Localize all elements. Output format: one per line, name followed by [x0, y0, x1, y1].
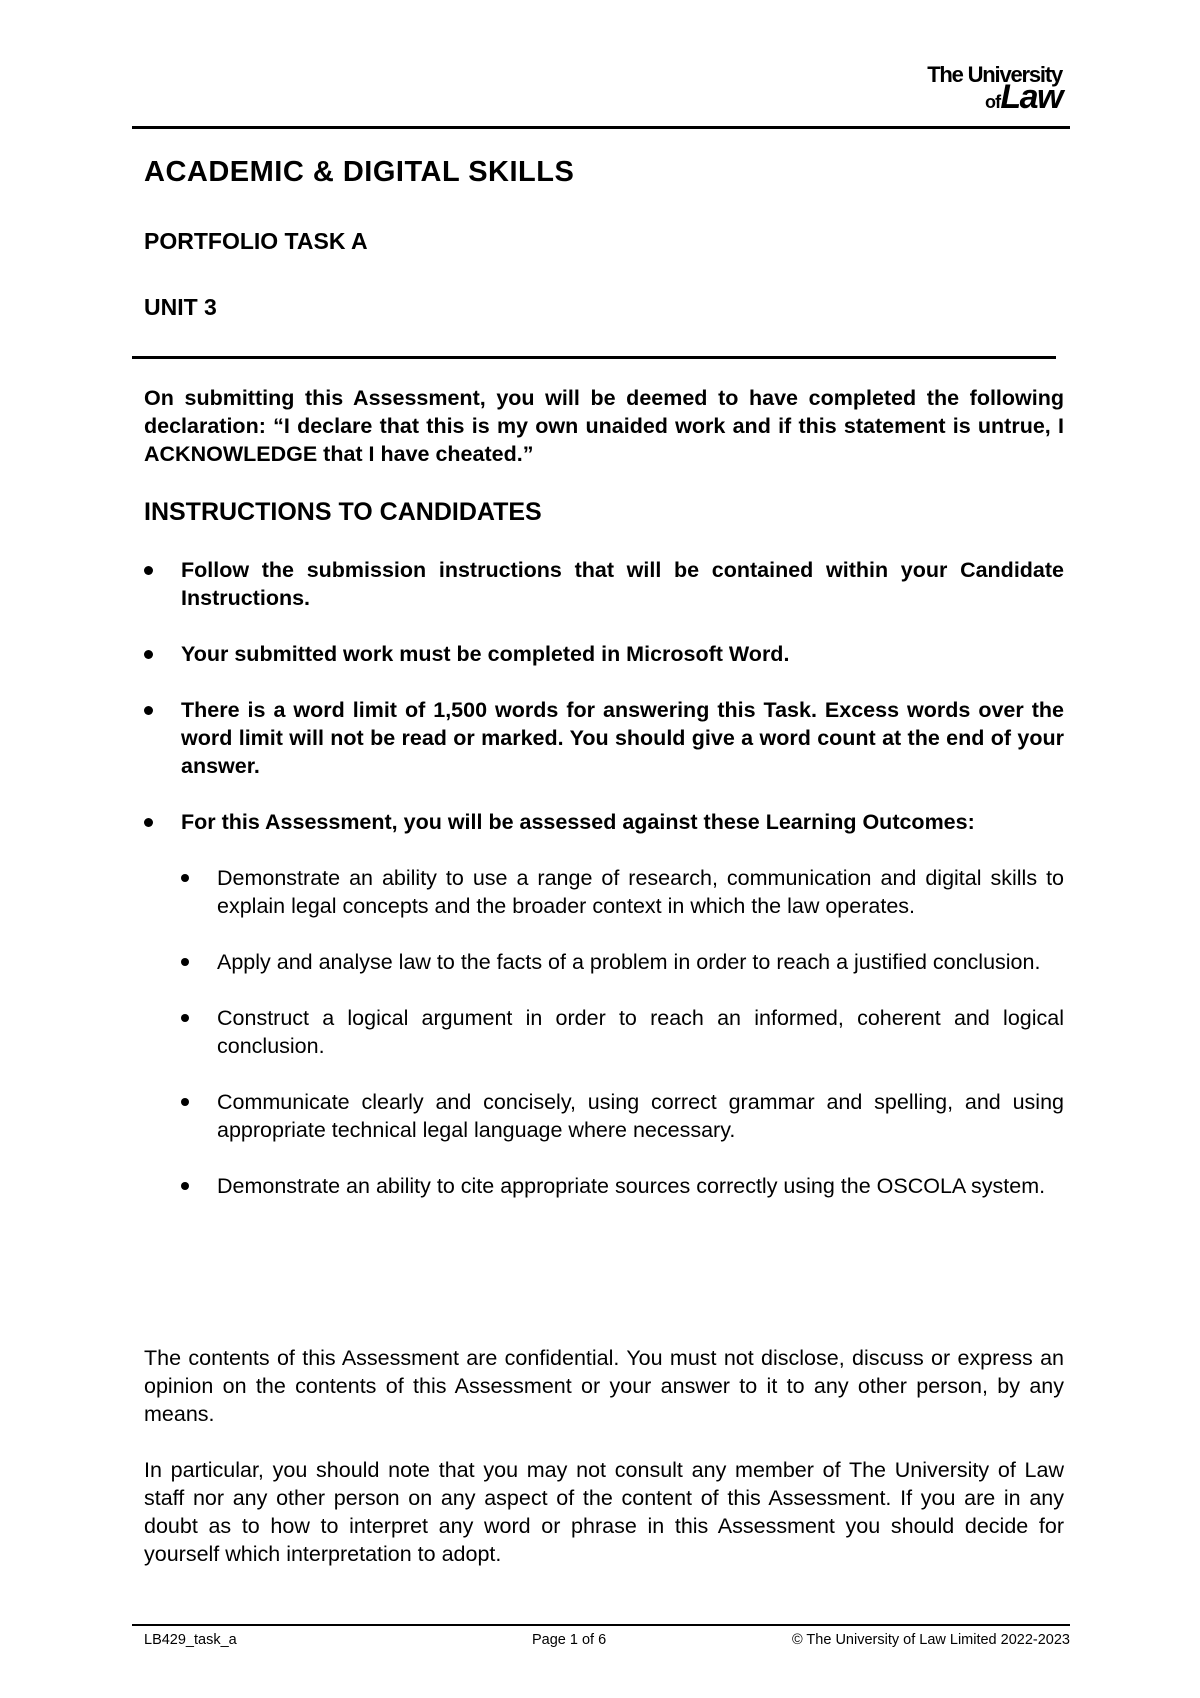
- document-subtitle: PORTFOLIO TASK A: [144, 228, 368, 254]
- instruction-text: Your submitted work must be completed in Microsoft Word.: [181, 642, 790, 666]
- learning-outcome-text: Apply and analyse law to the facts of a problem in order to reach a justified conclusion.: [217, 950, 1041, 974]
- bullet-icon: [181, 1182, 189, 1190]
- footer-page-number: Page 1 of 6: [532, 1632, 607, 1648]
- learning-outcome-item: [181, 948, 1064, 976]
- learning-outcome-text: Construct a logical argument in order to reach an informed, coherent and logical conclusion.: [217, 1006, 1064, 1058]
- bullet-icon: [181, 958, 189, 966]
- learning-outcome-item: [181, 1088, 1064, 1144]
- bullet-icon: [181, 1014, 189, 1022]
- instructions-heading: INSTRUCTIONS TO CANDIDATES: [144, 498, 542, 526]
- instruction-text: There is a word limit of 1,500 words for answering this Task. Excess words over the word limit will not be read or marked. You should give a word count at the end of your answer.: [181, 698, 1064, 778]
- declaration-paragraph: On submitting this Assessment, you will be deemed to have completed the following declaration: “I declare that this is my own unaided work and if this statement is untrue, I ACKNOWLEDGE that I have cheated.”: [144, 386, 1064, 466]
- learning-outcome-item: [181, 864, 1064, 920]
- bullet-icon: [181, 1098, 189, 1106]
- learning-outcome-item: [181, 1172, 1064, 1200]
- document-unit: UNIT 3: [144, 294, 217, 320]
- bullet-icon: [144, 706, 153, 715]
- footer-document-code: LB429_task_a: [144, 1632, 237, 1648]
- university-logo: [927, 64, 1062, 114]
- instruction-text: Follow the submission instructions that will be contained within your Candidate Instructions.: [181, 558, 1064, 610]
- learning-outcomes-list: [181, 864, 1064, 1200]
- list-item: [144, 640, 1064, 668]
- learning-outcome-text: Demonstrate an ability to cite appropriate sources correctly using the OSCOLA system.: [217, 1174, 1046, 1198]
- list-item: [144, 556, 1064, 612]
- title-divider: [132, 356, 1056, 359]
- instruction-text: For this Assessment, you will be assessed against these Learning Outcomes:: [181, 810, 975, 834]
- logo-law: Law: [1000, 78, 1062, 116]
- footer-rule: [132, 1624, 1070, 1626]
- logo-of: of: [984, 92, 1001, 112]
- bullet-icon: [181, 874, 189, 882]
- list-item: [144, 808, 1064, 1200]
- instructions-list: [144, 556, 1064, 1228]
- logo-line1: The University: [927, 62, 1062, 87]
- header-rule: [132, 126, 1070, 129]
- confidentiality-paragraph: The contents of this Assessment are confidential. You must not disclose, discuss or express an opinion on the contents of this Assessment or your answer to it to any other person, by any means.: [144, 1346, 1064, 1426]
- footer-copyright: © The University of Law Limited 2022-2023: [791, 1632, 1070, 1648]
- list-item: [144, 696, 1064, 780]
- bullet-icon: [144, 818, 153, 827]
- learning-outcome-text: Communicate clearly and concisely, using correct grammar and spelling, and using appropriate technical legal language where necessary.: [217, 1090, 1064, 1142]
- learning-outcome-text: Demonstrate an ability to use a range of research, communication and digital skills to explain legal concepts and the broader context in which the law operates.: [217, 866, 1064, 918]
- learning-outcome-item: [181, 1004, 1064, 1060]
- document-title: ACADEMIC & DIGITAL SKILLS: [144, 156, 575, 188]
- consultation-paragraph: In particular, you should note that you may not consult any member of The University of Law staff nor any other person on any aspect of the content of this Assessment. If you are in any doubt as to how to interpret any word or phrase in this Assessment you should decide for yourself which interpretation to adopt.: [144, 1458, 1064, 1566]
- bullet-icon: [144, 566, 153, 575]
- bullet-icon: [144, 650, 153, 659]
